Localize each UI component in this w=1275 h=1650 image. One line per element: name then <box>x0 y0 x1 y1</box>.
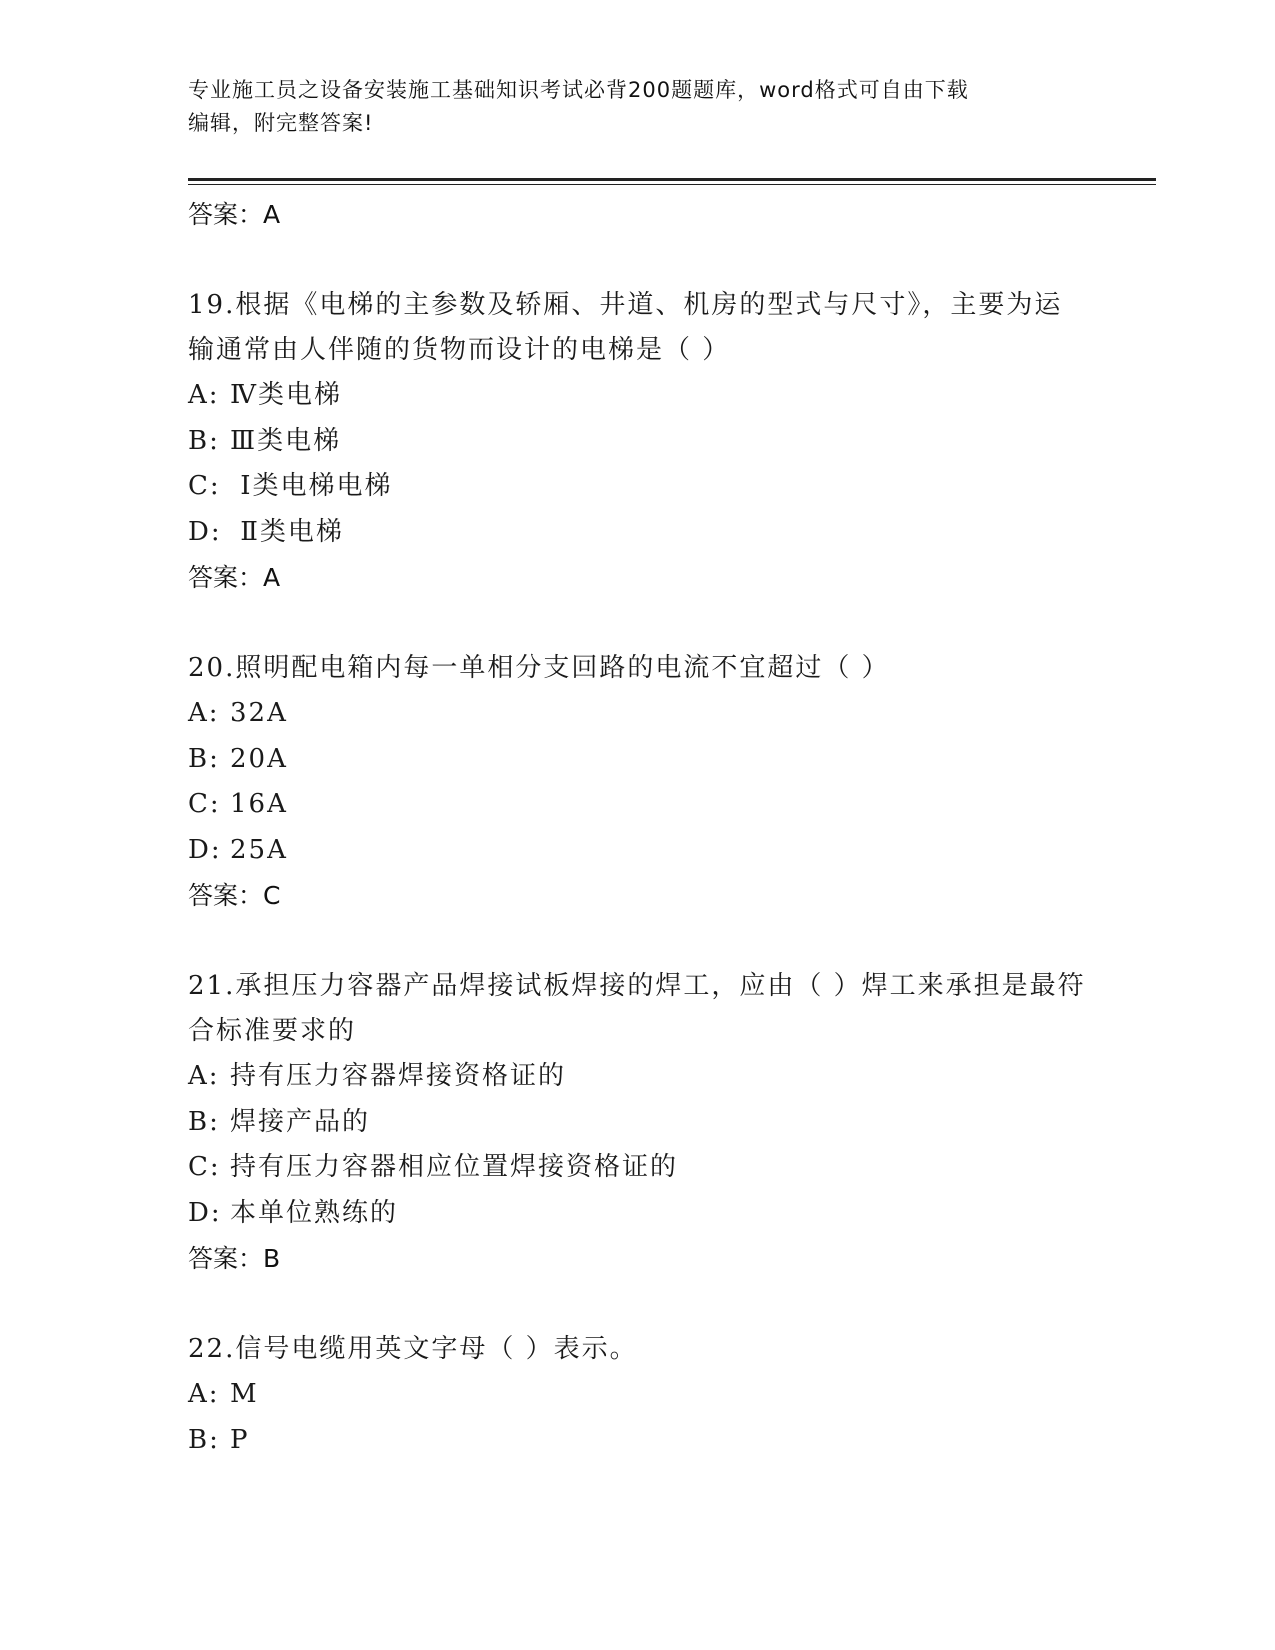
option-text: Ⅰ类电梯电梯 <box>230 471 393 501</box>
question-20 <box>188 646 1088 918</box>
question-21 <box>188 964 1088 1281</box>
option-text: 持有压力容器焊接资格证的 <box>230 1061 567 1091</box>
option-c <box>188 1145 1088 1191</box>
option-key: B: <box>188 425 220 456</box>
question-19 <box>188 283 1088 600</box>
question-stem: 19.根据《电梯的主参数及轿厢、井道、机房的型式与尺寸》，主要为运输通常由人伴随的货物而设计的电梯是（ ） <box>188 290 1063 365</box>
option-text: P <box>230 1424 250 1455</box>
option-key: B: <box>188 1106 220 1137</box>
option-a <box>188 373 1088 419</box>
question-22 <box>188 1327 1088 1463</box>
option-key: B: <box>188 1424 220 1455</box>
option-text: M <box>230 1379 259 1409</box>
question-answer: 答案：B <box>188 1244 281 1273</box>
option-text: 32A <box>230 698 288 728</box>
option-text: Ⅲ类电梯 <box>230 425 342 456</box>
previous-answer: 答案：A <box>188 200 281 229</box>
option-key: D: <box>188 834 222 865</box>
option-text: 20A <box>230 743 288 774</box>
option-c <box>188 464 1088 510</box>
option-text: 本单位熟练的 <box>230 1197 399 1228</box>
option-key: A: <box>188 1379 220 1409</box>
option-b <box>188 1100 1088 1146</box>
option-d <box>188 510 1088 556</box>
question-stem: 20.照明配电箱内每一单相分支回路的电流不宜超过（ ） <box>188 653 890 683</box>
question-answer: 答案：A <box>188 563 281 592</box>
option-key: A: <box>188 698 220 728</box>
option-text: 焊接产品的 <box>230 1106 371 1137</box>
option-c <box>188 782 1088 828</box>
option-key: B: <box>188 743 220 774</box>
header-divider-thick <box>188 178 1156 181</box>
question-stem: 21.承担压力容器产品焊接试板焊接的焊工，应由（ ）焊工来承担是最符合标准要求的 <box>188 971 1086 1046</box>
option-d <box>188 1191 1088 1237</box>
option-text: 25A <box>230 834 288 865</box>
option-text: Ⅳ类电梯 <box>230 380 342 410</box>
option-text: Ⅱ类电梯 <box>230 516 344 547</box>
option-key: C: <box>188 1152 221 1182</box>
header-title-line-1: 专业施工员之设备安装施工基础知识考试必背200题题库，word格式可自由下载 <box>188 78 969 102</box>
option-key: A: <box>188 1061 220 1091</box>
option-key: C: <box>188 471 221 501</box>
option-key: D: <box>188 516 222 547</box>
option-b <box>188 419 1088 465</box>
question-list <box>188 192 1088 1463</box>
option-key: C: <box>188 789 221 819</box>
option-b <box>188 1418 1088 1464</box>
option-a <box>188 691 1088 737</box>
question-stem: 22.信号电缆用英文字母（ ）表示。 <box>188 1334 638 1364</box>
option-text: 16A <box>230 789 288 819</box>
option-key: A: <box>188 380 220 410</box>
option-a <box>188 1054 1088 1100</box>
option-b <box>188 737 1088 783</box>
option-a <box>188 1372 1088 1418</box>
question-answer: 答案：C <box>188 881 281 910</box>
document-header <box>188 74 1088 140</box>
option-key: D: <box>188 1197 222 1228</box>
option-text: 持有压力容器相应位置焊接资格证的 <box>230 1152 679 1182</box>
option-d <box>188 828 1088 874</box>
header-divider-thin <box>188 184 1156 185</box>
header-title-line-2: 编辑，附完整答案! <box>188 111 374 135</box>
